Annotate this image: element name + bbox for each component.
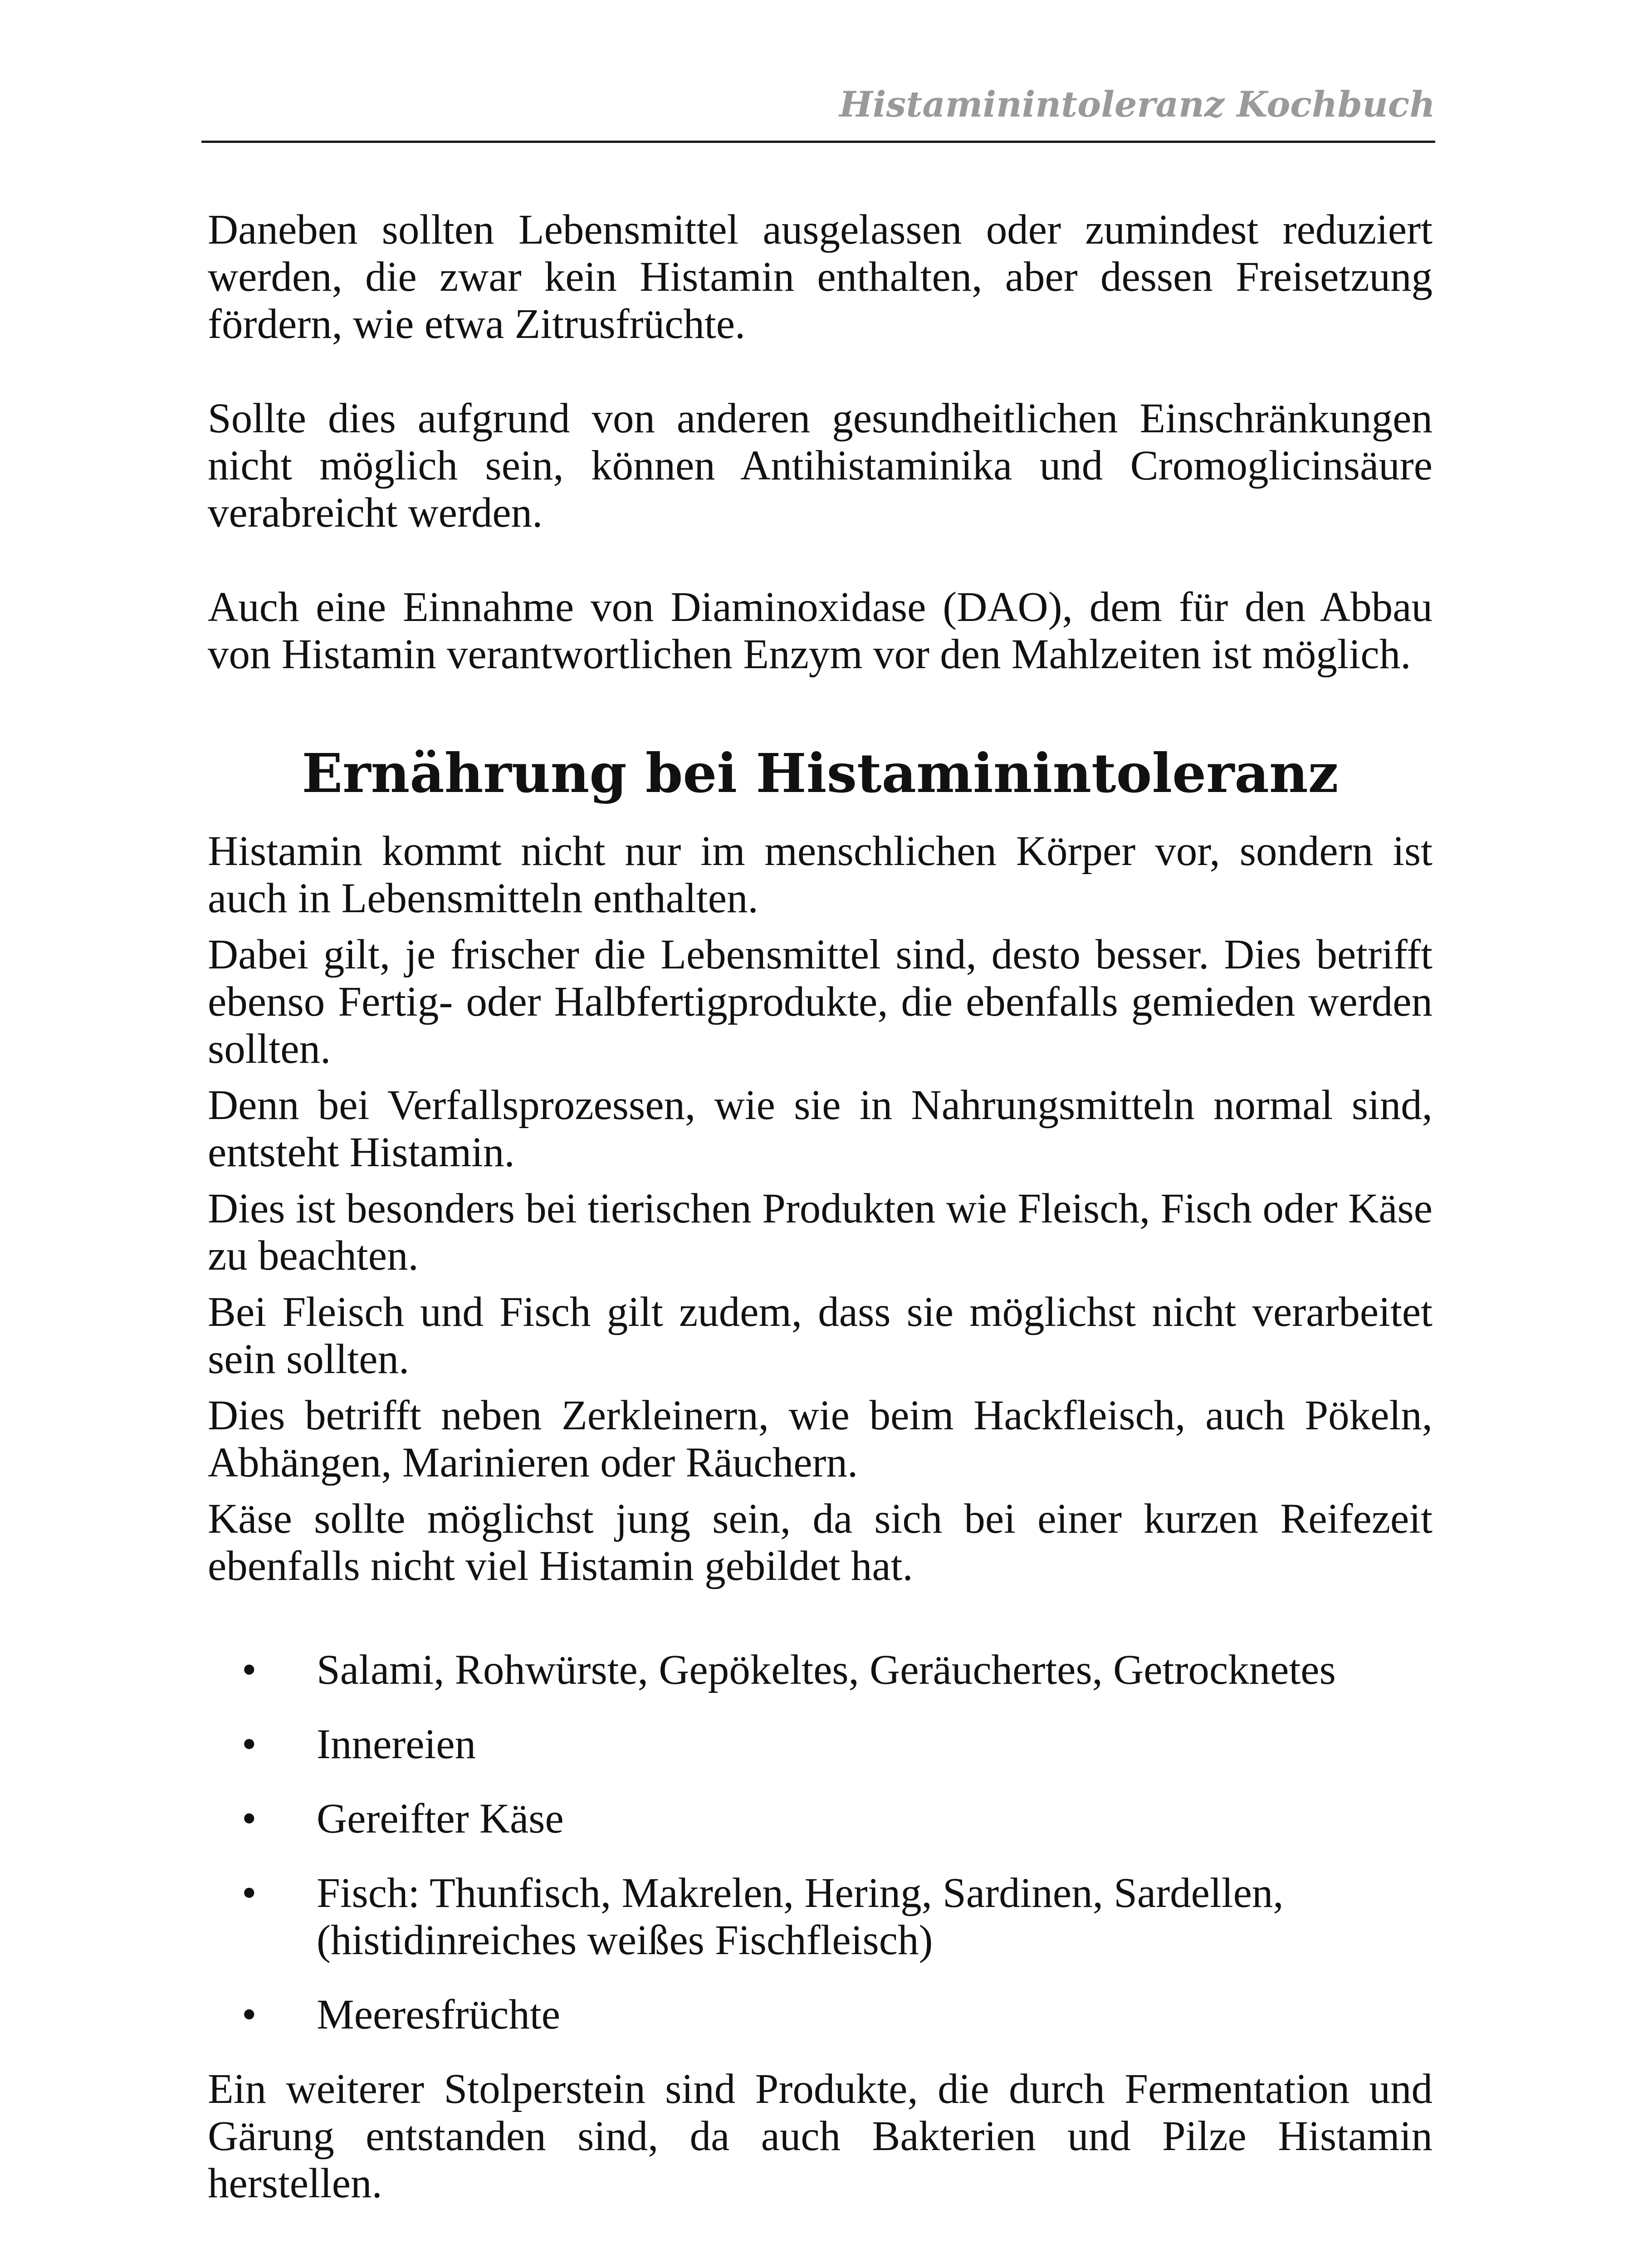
body-paragraph: Bei Fleisch und Fisch gilt zudem, dass sie möglichst nicht verarbeitet sein sollten. xyxy=(208,1289,1433,1383)
list-item xyxy=(208,1991,1433,2038)
bullet-icon: • xyxy=(242,1870,257,1916)
list-item xyxy=(208,1721,1433,1768)
list-item-text: Gereifter Käse xyxy=(317,1795,564,1842)
bullet-icon: • xyxy=(242,1795,257,1842)
body-paragraph: Dies ist besonders bei tierischen Produkten wie Fleisch, Fisch oder Käse zu beachten. xyxy=(208,1185,1433,1279)
body-paragraph: Ein weiterer Stolperstein sind Produkte, die durch Fermentation und Gärung entstanden sind, da auch Bakterien und Pilze Histamin herstellen. xyxy=(208,2066,1433,2207)
body-paragraph: Auch eine Einnahme von Diaminoxidase (DAO), dem für den Abbau von Histamin verantwortlichen Enzym vor den Mahlzeiten ist möglich. xyxy=(208,584,1433,678)
list-item xyxy=(208,1647,1433,1694)
running-header-title: Histaminintoleranz Kochbuch xyxy=(839,84,1435,125)
header-rule xyxy=(201,141,1435,143)
bullet-icon: • xyxy=(242,1991,257,2038)
body-paragraph: Käse sollte möglichst jung sein, da sich bei einer kurzen Reifezeit ebenfalls nicht viel Histamin gebildet hat. xyxy=(208,1496,1433,1589)
list-item xyxy=(208,1870,1433,1964)
bullet-icon: • xyxy=(242,1647,257,1693)
body-paragraph: Dies betrifft neben Zerkleinern, wie beim Hackfleisch, auch Pökeln, Abhängen, Marinieren oder Räuchern. xyxy=(208,1392,1433,1486)
list-item xyxy=(208,1795,1433,1843)
bullet-icon: • xyxy=(242,1721,257,1768)
body-paragraph: Daneben sollten Lebensmittel ausgelassen oder zumindest reduziert werden, die zwar kein Histamin enthalten, aber dessen Freisetzung fördern, wie etwa Zitrusfrüchte. xyxy=(208,206,1433,347)
body-paragraph: Dabei gilt, je frischer die Lebensmittel sind, desto besser. Dies betrifft ebenso Fertig- oder Halbfertigprodukte, die ebenfalls gemieden werden sollten. xyxy=(208,931,1433,1072)
body-paragraph: Denn bei Verfallsprozessen, wie sie in Nahrungsmitteln normal sind, entsteht Histamin. xyxy=(208,1082,1433,1176)
body-paragraph: Sollte dies aufgrund von anderen gesundheitlichen Einschränkungen nicht möglich sein, können Antihistaminika und Cromoglicinsäure verabreicht werden. xyxy=(208,395,1433,536)
page-body xyxy=(208,206,1433,2207)
list-item-text: Salami, Rohwürste, Gepökeltes, Geräuchertes, Getrocknetes xyxy=(317,1647,1336,1693)
list-item-text: Innereien xyxy=(317,1721,476,1768)
list-item-text: Meeresfrüchte xyxy=(317,1991,561,2038)
section-heading: Ernährung bei Histaminintoleranz xyxy=(302,742,1339,805)
food-bullet-list xyxy=(208,1647,1433,2038)
body-paragraph: Histamin kommt nicht nur im menschlichen Körper vor, sondern ist auch in Lebensmitteln enthalten. xyxy=(208,828,1433,922)
list-item-text: Fisch: Thunfisch, Makrelen, Hering, Sardinen, Sardellen, (histidinreiches weißes Fischfleisch) xyxy=(317,1870,1284,1964)
